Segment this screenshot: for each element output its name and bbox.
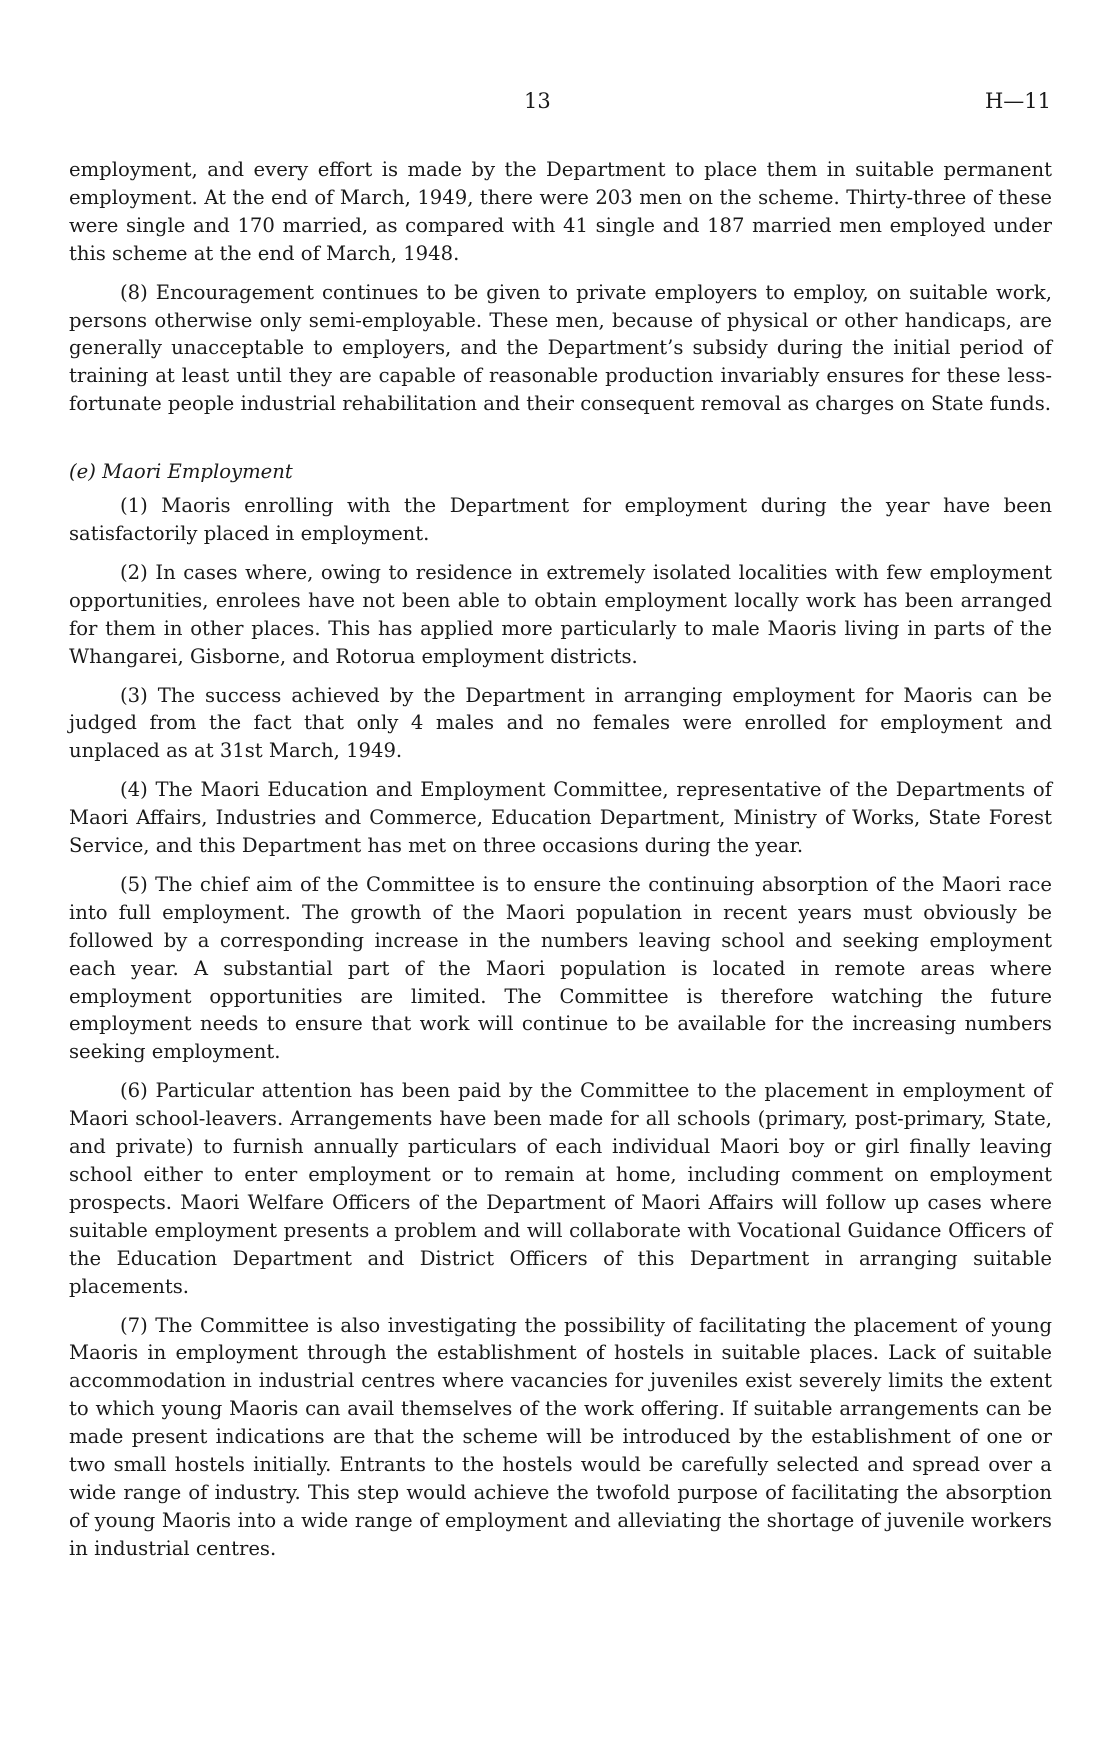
page-header: [69, 88, 1052, 118]
maori-paragraph-1: (1) Maoris enrolling with the Department for employment during the year have been satisfactorily placed in employment.: [69, 494, 1052, 545]
document-body: [69, 156, 1052, 1574]
continuation-paragraph: employment, and every effort is made by the Department to place them in suitable permanent employment. At the end of March, 1949, there were 203 men on the scheme. Thirty-three of these were single and 170 married, as compared with 41 single and 187 married men employed under this scheme at the end of March, 1948.: [69, 158, 1052, 265]
maori-paragraph-5: (5) The chief aim of the Committee is to ensure the continuing absorption of the Maori race into full employment. The growth of the Maori population in recent years must obviously be followed by a corresponding increase in the numbers leaving school and seeking employment each year. A substantial part of the Maori population is located in remote areas where employment opportunities are limited. The Committee is therefore watching the future employment needs to ensure that work will continue to be available for the increasing numbers seeking employment.: [69, 872, 1052, 1064]
maori-paragraph-4: (4) The Maori Education and Employment Committee, representative of the Departments of Maori Affairs, Industries and Commerce, Education Department, Ministry of Works, State Forest Service, and this Department has met on three occasions during the year.: [69, 778, 1052, 858]
maori-paragraph-6: (6) Particular attention has been paid by the Committee to the placement in employment of Maori school-leavers. Arrangements have been made for all schools (primary, post-primary, State, and private) to furnish annually particulars of each individual Maori boy or girl finally leaving school either to enter employment or to remain at home, including comment on employment prospects. Maori Welfare Officers of the Department of Maori Affairs will follow up cases where suitable employment presents a problem and will collaborate with Vocational Guidance Officers of the Education Department and District Officers of this Department in arranging suitable placements.: [69, 1079, 1052, 1298]
page-number: 13: [524, 89, 551, 113]
document-code: H—11: [984, 89, 1051, 113]
paragraph-8: (8) Encouragement continues to be given to private employers to employ, on suitable work, persons otherwise only semi-employable. These men, because of physical or other handicaps, are generally unacceptable to employers, and the Department’s subsidy during the initial period of training at least until they are capable of reasonable production invariably ensures for these less-fortunate people industrial rehabilitation and their consequent removal as charges on State funds.: [69, 280, 1052, 416]
maori-paragraph-3: (3) The success achieved by the Department in arranging employment for Maoris can be judged from the fact that only 4 males and no females were enrolled for employment and unplaced as at 31st March, 1949.: [69, 683, 1052, 763]
maori-paragraph-2: (2) In cases where, owing to residence in extremely isolated localities with few employment opportunities, enrolees have not been able to obtain employment locally work has been arranged for them in other places. This has applied more particularly to male Maoris living in parts of the Whangarei, Gisborne, and Rotorua employment districts.: [69, 560, 1052, 668]
section-heading-maori-employment: (e) Maori Employment: [69, 460, 293, 484]
maori-paragraph-7: (7) The Committee is also investigating the possibility of facilitating the placement of young Maoris in employment through the establishment of hostels in suitable places. Lack of suitable accommodation in industrial centres where vacancies for juveniles exist severely limits the extent to which young Maoris can avail themselves of the work offering. If suitable arrangements can be made present indications are that the scheme will be introduced by the establishment of one or two small hostels initially. Entrants to the hostels would be carefully selected and spread over a wide range of industry. This step would achieve the twofold purpose of facilitating the absorption of young Maoris into a wide range of employment and alleviating the shortage of juvenile workers in industrial centres.: [69, 1313, 1052, 1560]
